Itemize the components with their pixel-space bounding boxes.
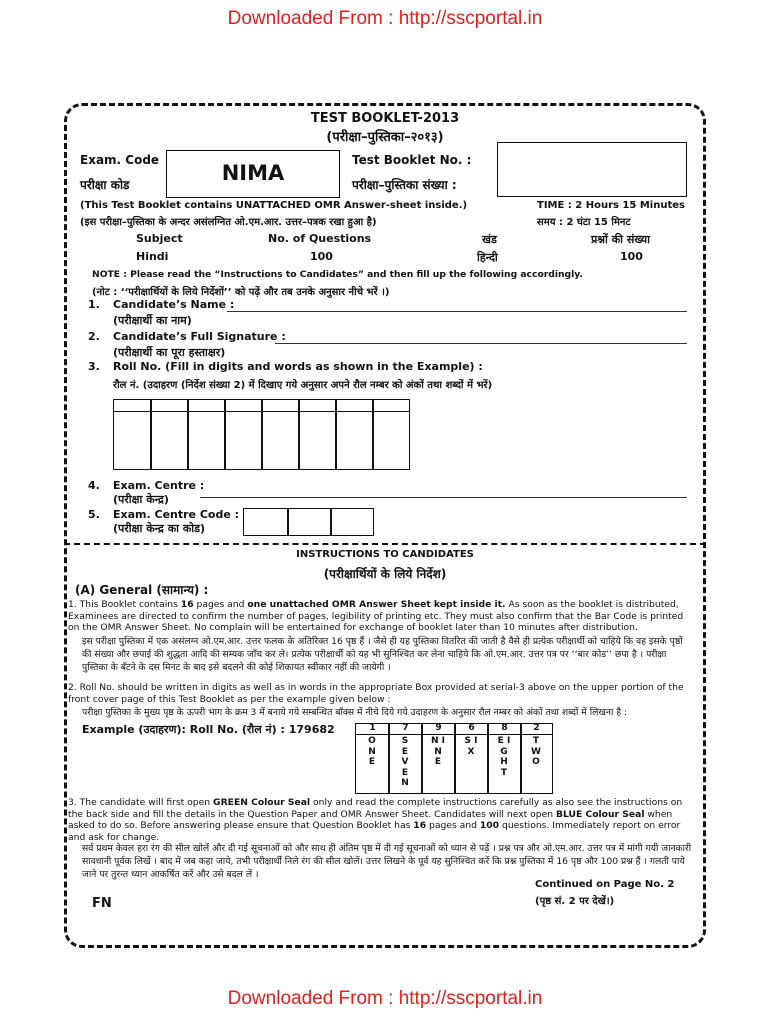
signature-line[interactable] (275, 343, 687, 344)
instruction-1-en (68, 599, 692, 634)
signature-label: Candidate’s Full Signature : (113, 330, 286, 343)
instruction-3-hi: सर्व प्रथम केवल हरा रंग की सील खोलें और दी गई सूचनाओं को और साथ ही अंतिम पृष्ठ में दी गई सूचनाओं को ध्यान से पढ़ें । प्रश्न पत्र और ओ.एम.आर. उत्तर पत्र में मांगी गयी जानकारी सावधानी पूर्वक लिखें । बाद में जब कहा जाये, तभी परीक्षार्थी निले रंग की सील खोलें। उत्तर लिखने के पूर्व यह सुनिश्चित करें कि प्रश्न पुस्तिका में 16 पृष्ठ और 100 प्रश्न हैं । गलती पाये जाने पर तुरन्त ध्यान आकर्षित करें और उसे बदल लें । (82, 843, 692, 880)
example-digit: 2 (533, 723, 540, 733)
candidate-name-label-hi: (परीक्षार्थी का नाम) (113, 314, 192, 327)
exam-centre-label: Exam. Centre : (113, 479, 205, 492)
questions-label: No. of Questions (268, 232, 372, 245)
instruction-3-text: only and read the complete instructions carefully as also see the instructions on the back side and fill the details in the Question Paper and OMR Answer Sheet. Candidates will next open (68, 797, 683, 820)
roll-no-label-hi: रौल नं. (उदाहरण (निर्देश संख्या 2) में दिखाए गये अनुसार अपने रौल नम्बर को अंकों तथा शब्दों में भरें) (113, 380, 493, 391)
continued-label: Continued on Page No. 2 (535, 879, 675, 890)
example-word: N I N E (431, 736, 446, 767)
roll-cell[interactable] (298, 399, 337, 470)
example-word: S E V E N (401, 736, 409, 788)
section-divider (64, 543, 706, 545)
note: NOTE : Please read the “Instructions to Candidates” and then fill up the following accordingly. (92, 269, 583, 280)
instructions-title-hi: (परीक्षार्थियों के लिये निर्देश) (323, 567, 447, 581)
subject-value: Hindi (136, 250, 169, 263)
signature-label-hi: (परीक्षार्थी का पूरा हस्ताक्षर) (113, 346, 226, 359)
roll-no-label: Roll No. (Fill in digits and words as shown in the Example) : (113, 360, 483, 373)
example-digit: 6 (468, 723, 475, 733)
general-label: (A) General (सामान्य) : (75, 583, 209, 597)
exam-code-label: Exam. Code (80, 153, 160, 167)
centre-code-cell[interactable] (287, 508, 332, 536)
candidate-name-label: Candidate’s Name : (113, 298, 235, 311)
omr-note-hi: (इस परीक्षा–पुस्तिका के अन्दर असंलग्नित ओ.एम.आर. उत्तर–पत्रक रखा हुआ है) (80, 217, 377, 228)
footer-download-link[interactable]: Downloaded From : http://sscportal.in (227, 988, 543, 1009)
omr-note: (This Test Booklet contains UNATTACHED OMR Answer-sheet inside.) (80, 200, 468, 211)
page-title-hi: (परीक्षा–पुस्तिका–२०१३) (326, 130, 444, 145)
centre-code-boxes[interactable] (243, 508, 374, 536)
roll-cell[interactable] (261, 399, 300, 470)
example-word: O N E (368, 736, 376, 767)
centre-code-label: Exam. Centre Code : (113, 508, 240, 521)
instruction-3-text: when asked to do so. Before answering please ensure that Question Booklet has (68, 808, 673, 831)
fn-label: FN (92, 896, 112, 911)
example-digit: 9 (435, 723, 442, 733)
instruction-1-text: pages and (193, 599, 248, 610)
exam-centre-line[interactable] (200, 497, 687, 498)
continued-label-hi: (पृष्ठ सं. 2 पर देखें।) (535, 896, 615, 907)
example-word: T W O (531, 736, 541, 767)
example-word: E I G H T (497, 736, 511, 778)
centre-code-label-hi: (परीक्षा केन्द्र का कोड) (113, 522, 206, 535)
instruction-1-text: 1. This Booklet contains (68, 599, 181, 610)
roll-grid-divider (113, 411, 410, 412)
instruction-2-hi: परीक्षा पुस्तिका के मुख्य पृष्ठ के ऊपरी भाग के क्रम 3 में बनाये गये सम्बन्धित बॉक्स में नीचे दिये गये उदाहरण के अनुसार रौल नम्बर को अंकों तथा शब्दों में लिखना है : (82, 707, 628, 718)
booklet-no-label-hi: परीक्षा–पुस्तिका संख्या : (352, 178, 457, 192)
page-title: TEST BOOKLET-2013 (310, 111, 460, 126)
example-digit: 7 (402, 723, 409, 733)
instruction-1-text: As soon as the booklet is distributed, Examinees are directed to confirm the number of pages, legibility of printing etc. They must also confirm that the Bar Code is printed on the OMR Answer Sheet. No complain will be entertained for exchange of booklet later than 10 minutes after distribution. (68, 599, 684, 633)
instruction-3-green-seal: GREEN Colour Seal (213, 797, 311, 808)
field-num-3: 3. (88, 360, 100, 373)
exam-code-value: NIMA (221, 161, 285, 185)
example-grid-divider (355, 734, 553, 735)
exam-code-label-hi: परीक्षा कोड (80, 178, 130, 192)
example-roll-grid (355, 723, 553, 794)
roll-no-grid[interactable] (113, 399, 410, 470)
candidate-name-line[interactable] (227, 311, 687, 312)
questions-label-hi: प्रश्नों की संख्या (591, 233, 650, 246)
field-num-5: 5. (88, 508, 100, 521)
centre-code-cell[interactable] (330, 508, 374, 536)
roll-cell[interactable] (372, 399, 410, 470)
instruction-2-en: 2. Roll No. should be written in digits as well as in words in the appropriate Box provided at serial-3 above on the upper portion of the front cover page of this Test Booklet as per the example given below : (68, 682, 684, 705)
instruction-3-en (68, 797, 692, 843)
questions-value-hi: 100 (620, 250, 643, 263)
instructions-title: INSTRUCTIONS TO CANDIDATES (296, 549, 474, 560)
field-num-4: 4. (88, 479, 100, 492)
time-label-hi: समय : 2 घंटा 15 मिनट (537, 217, 631, 228)
instruction-3-text: pages and (426, 820, 480, 831)
instruction-3-blue-seal: BLUE Colour Seal (556, 808, 645, 820)
exam-code-box (166, 150, 340, 198)
centre-code-cell[interactable] (243, 508, 289, 536)
field-num-2: 2. (88, 330, 100, 343)
time-label: TIME : 2 Hours 15 Minutes (537, 200, 685, 211)
field-num-1: 1. (88, 298, 100, 311)
roll-cell[interactable] (335, 399, 374, 470)
note-hi: (नोट : ‘‘परीक्षार्थियों के लिये निर्देशों’’ को पढ़ें और तब उनके अनुसार नीचे भरें ।) (92, 287, 390, 298)
instruction-1-omr: one unattached OMR Answer Sheet kept inside it. (247, 599, 506, 610)
instruction-3-pages: 16 (413, 820, 427, 831)
subject-value-hi: हिन्दी (477, 251, 498, 264)
subject-label: Subject (136, 232, 183, 245)
header-download-link[interactable]: Downloaded From : http://sscportal.in (227, 8, 543, 29)
subject-label-hi: खंड (482, 233, 497, 246)
instruction-3-text: 3. The candidate will first open (68, 797, 214, 808)
exam-centre-label-hi: (परीक्षा केन्द्र) (113, 493, 169, 506)
booklet-no-label: Test Booklet No. : (352, 153, 472, 167)
instruction-3-questions: 100 (479, 820, 500, 831)
roll-cell[interactable] (113, 399, 152, 470)
instruction-1-hi: इस परीक्षा पुस्तिका में एक असंलग्न ओ.एम.आर. उत्तर फलक के अतिरिक्त 16 पृष्ठ हैं । जैसे ही यह पुस्तिका वितरित की जाती है वैसे ही प्रत्येक परीक्षार्थी को चाहिये कि वह इसके पृष्ठों की संख्या और छपाई की शुद्धता आदि की सम्यक जाँच कर ले। प्रत्येक परीक्षार्थी को यह भी सुनिश्चित कर लेना चाहिये कि ओ.एम.आर. उत्तर पत्र पर ‘‘बार कोड’’ छपा है । परीक्षा पुस्तिका के बँटने के दस मिनट के बाद इसे बदलने की कोई शिकायत स्वीकार नहीं की जायेगी । (82, 636, 683, 673)
example-label: Example (उदाहरण): Roll No. (रौल नं) : 179682 (82, 723, 335, 736)
roll-cell[interactable] (224, 399, 263, 470)
instruction-3-text: questions. Immediately report on error and ask for change. (68, 820, 681, 843)
roll-cell[interactable] (150, 399, 189, 470)
example-digit: 1 (369, 723, 376, 733)
example-word: S I X (464, 736, 478, 757)
questions-value: 100 (310, 250, 333, 263)
booklet-no-box[interactable] (497, 142, 687, 197)
instruction-1-pages: 16 (180, 599, 194, 610)
example-digit: 8 (501, 723, 508, 733)
roll-cell[interactable] (187, 399, 226, 470)
